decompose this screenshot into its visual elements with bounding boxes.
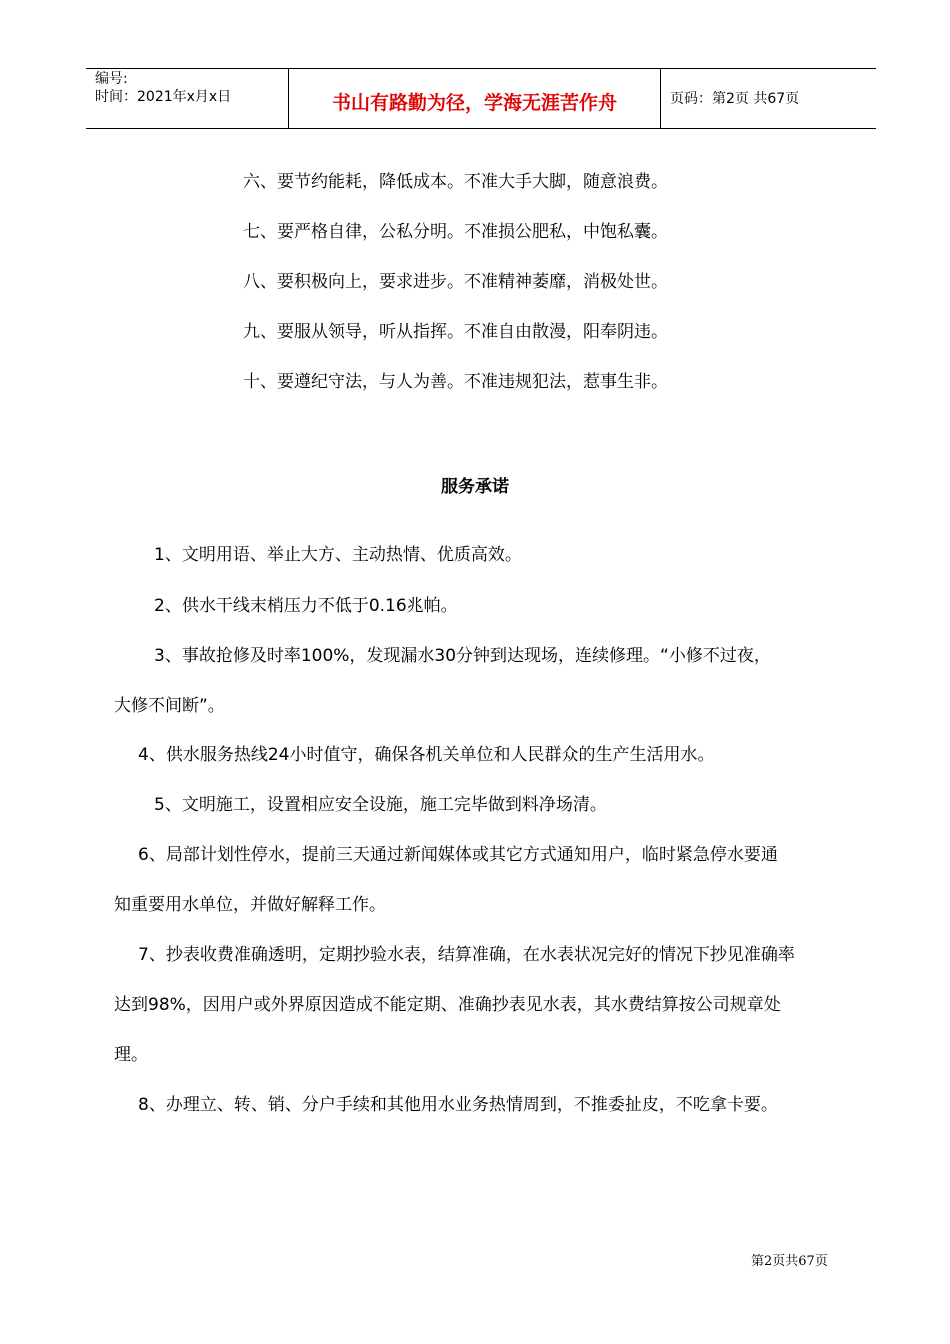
commitment-item: 7、抄表收费准确透明，定期抄验水表，结算准确，在水表状况完好的情况下抄见准确率 <box>138 945 795 965</box>
rule-item: 七、要严格自律，公私分明。不准损公肥私，中饱私囊。 <box>243 222 668 242</box>
page-header <box>86 68 876 129</box>
commitment-item: 3、事故抢修及时率100%，发现漏水30分钟到达现场，连续修理。“小修不过夜， <box>154 646 771 666</box>
commitment-item-continued: 大修不间断”。 <box>114 696 225 716</box>
rule-item: 八、要积极向上，要求进步。不准精神萎靡，消极处世。 <box>243 272 668 292</box>
commitment-item: 5、文明施工，设置相应安全设施，施工完毕做到料净场清。 <box>154 795 607 815</box>
rule-item: 九、要服从领导，听从指挥。不准自由散漫，阳奉阴违。 <box>243 322 668 342</box>
commitment-item: 4、供水服务热线24小时值守，确保各机关单位和人民群众的生产生活用水。 <box>138 745 715 765</box>
commitment-item-continued: 知重要用水单位，并做好解释工作。 <box>114 895 386 915</box>
section-title: 服务承诺 <box>441 477 509 497</box>
commitment-item: 1、文明用语、举止大方、主动热情、优质高效。 <box>154 545 522 565</box>
commitment-item-continued: 达到98%，因用户或外界原因造成不能定期、准确抄表见水表，其水费结算按公司规章处 <box>114 995 781 1015</box>
rule-item: 十、要遵纪守法，与人为善。不准违规犯法，惹事生非。 <box>243 372 668 392</box>
commitment-item: 6、局部计划性停水，提前三天通过新闻媒体或其它方式通知用户，临时紧急停水要通 <box>138 845 778 865</box>
document-number-label: 编号: <box>95 71 128 87</box>
commitment-item: 8、办理立、转、销、分户手续和其他用水业务热情周到，不推委扯皮，不吃拿卡要。 <box>138 1095 778 1115</box>
commitment-item-continued: 理。 <box>114 1045 148 1065</box>
page-footer: 第2页共67页 <box>751 1254 828 1269</box>
header-right-cell <box>661 69 876 128</box>
document-date-label: 时间：2021年x月x日 <box>95 89 232 105</box>
header-left-cell <box>86 69 288 128</box>
rule-item: 六、要节约能耗，降低成本。不准大手大脚，随意浪费。 <box>243 172 668 192</box>
header-page-number: 页码：第2页 共67页 <box>670 91 800 107</box>
header-motto-cell <box>288 69 661 128</box>
commitment-item: 2、供水干线末梢压力不低于0.16兆帕。 <box>154 596 458 616</box>
header-motto: 书山有路勤为径，学海无涯苦作舟 <box>331 92 617 114</box>
